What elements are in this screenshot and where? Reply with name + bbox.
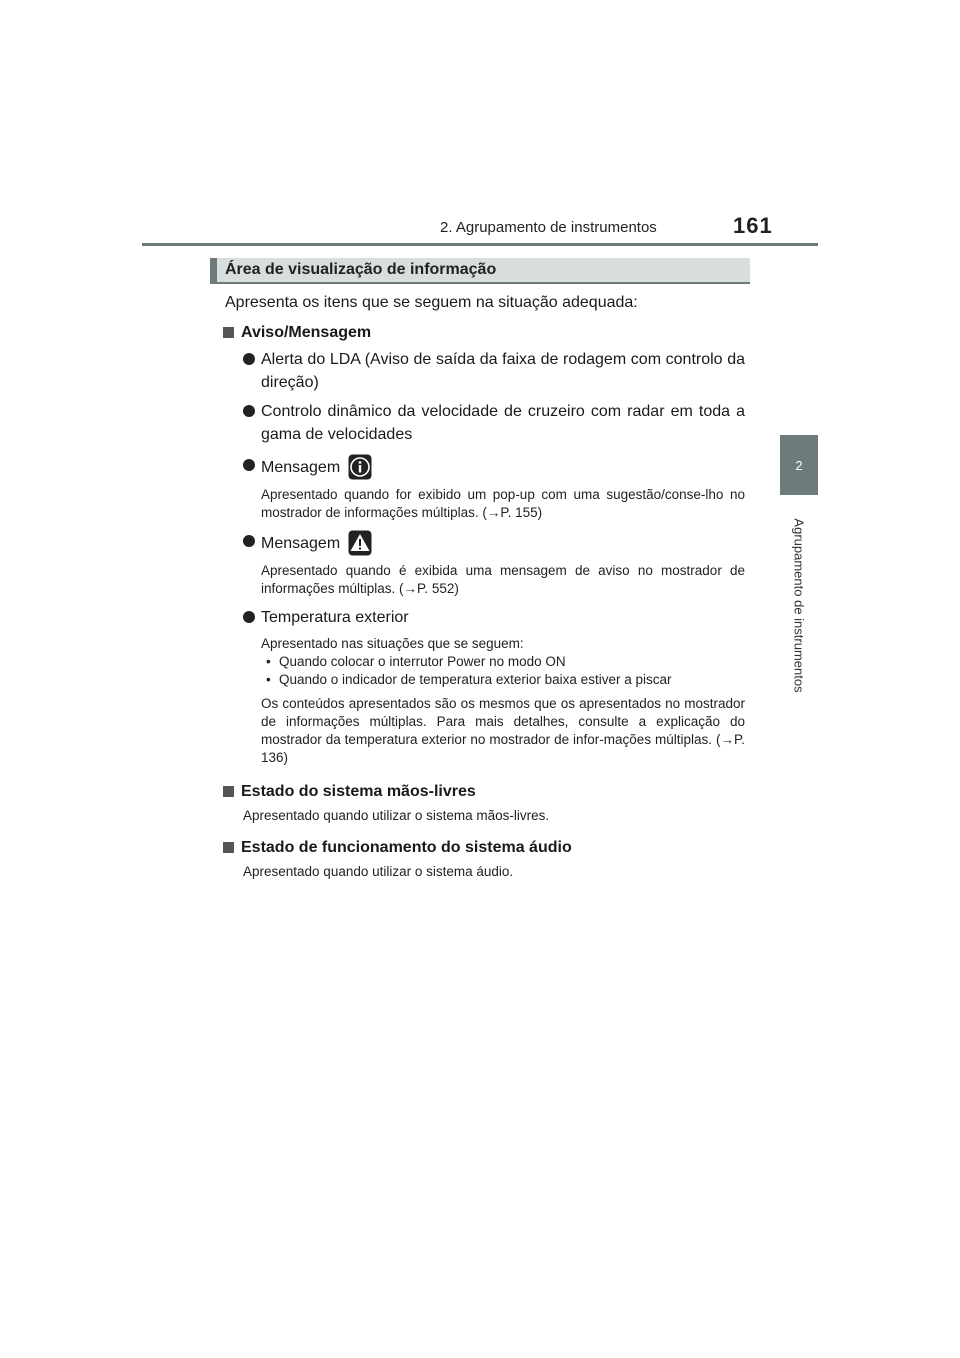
section-title-bar	[210, 258, 750, 284]
list-item-text: Mensagem	[261, 458, 341, 476]
subhead-audio-text: Estado de funcionamento do sistema áudio	[241, 839, 572, 856]
note-audio: Apresentado quando utilizar o sistema áudio.	[243, 864, 514, 879]
info-icon	[348, 454, 372, 480]
subhead-audio	[223, 837, 743, 859]
round-bullet-icon	[243, 611, 255, 623]
round-bullet-icon	[243, 459, 255, 471]
note-message-warning: Apresentado quando é exibida uma mensagem de aviso no mostrador de informações múltiplas. (→P. 552)	[261, 563, 745, 596]
list-item-text: Temperatura exterior	[261, 609, 409, 626]
page-number: 161	[733, 213, 773, 238]
note-list-item: • Quando colocar o interrutor Power no modo ON	[261, 653, 745, 671]
note-message-info: Apresentado quando for exibido um pop-up com uma sugestão/conse-lho no mostrador de informações múltiplas. (→P. 155)	[261, 487, 745, 520]
round-bullet-icon	[243, 535, 255, 547]
square-bullet-icon	[223, 842, 234, 853]
square-bullet-icon	[223, 327, 234, 338]
chapter-tab-label-text: Agrupamento de instrumentos	[791, 517, 807, 693]
list-item-message-warning	[243, 530, 745, 556]
section-title-accent	[210, 258, 217, 282]
note-temperature	[261, 635, 745, 767]
list-item-text: Controlo dinâmico da velocidade de cruzeiro com radar em toda a gama de velocidades	[261, 403, 745, 443]
note-list-item: • Quando o indicador de temperatura exterior baixa estiver a piscar	[261, 671, 745, 689]
header-rule	[142, 243, 818, 246]
list-item-text: Mensagem	[261, 534, 341, 552]
running-head: 2. Agrupamento de instrumentos	[440, 219, 657, 236]
subhead-handsfree-text: Estado do sistema mãos-livres	[241, 783, 476, 800]
subhead-aviso	[223, 322, 743, 344]
section-title: Área de visualização de informação	[225, 261, 497, 278]
section-intro: Apresenta os itens que se seguem na situação adequada:	[225, 294, 638, 311]
chapter-tab-label	[780, 505, 818, 705]
note-temperature-list	[261, 653, 745, 689]
main-content	[225, 292, 745, 893]
list-item-text: Alerta do LDA (Aviso de saída da faixa de rodagem com controlo da direção)	[261, 351, 745, 391]
subhead-aviso-text: Aviso/Mensagem	[241, 324, 372, 341]
list-item	[243, 348, 745, 394]
round-bullet-icon	[243, 353, 255, 365]
square-bullet-icon	[223, 786, 234, 797]
round-bullet-icon	[243, 405, 255, 417]
warning-triangle-icon	[348, 530, 372, 556]
note-temperature-body: Os conteúdos apresentados são os mesmos que os apresentados no mostrador de informações múltiplas. Para mais detalhes, consulte a explicação do mostrador da temperatura exterior no mostrador de infor-mações múltiplas. (→P. 136)	[261, 696, 745, 765]
subhead-handsfree	[223, 781, 743, 803]
chapter-tab-number: 2	[780, 435, 818, 495]
list-item-temperature	[243, 606, 745, 629]
note-handsfree: Apresentado quando utilizar o sistema mãos-livres.	[243, 808, 550, 823]
note-temperature-intro: Apresentado nas situações que se seguem:	[261, 636, 524, 651]
list-item	[243, 400, 745, 446]
list-item-message-info	[243, 454, 745, 480]
